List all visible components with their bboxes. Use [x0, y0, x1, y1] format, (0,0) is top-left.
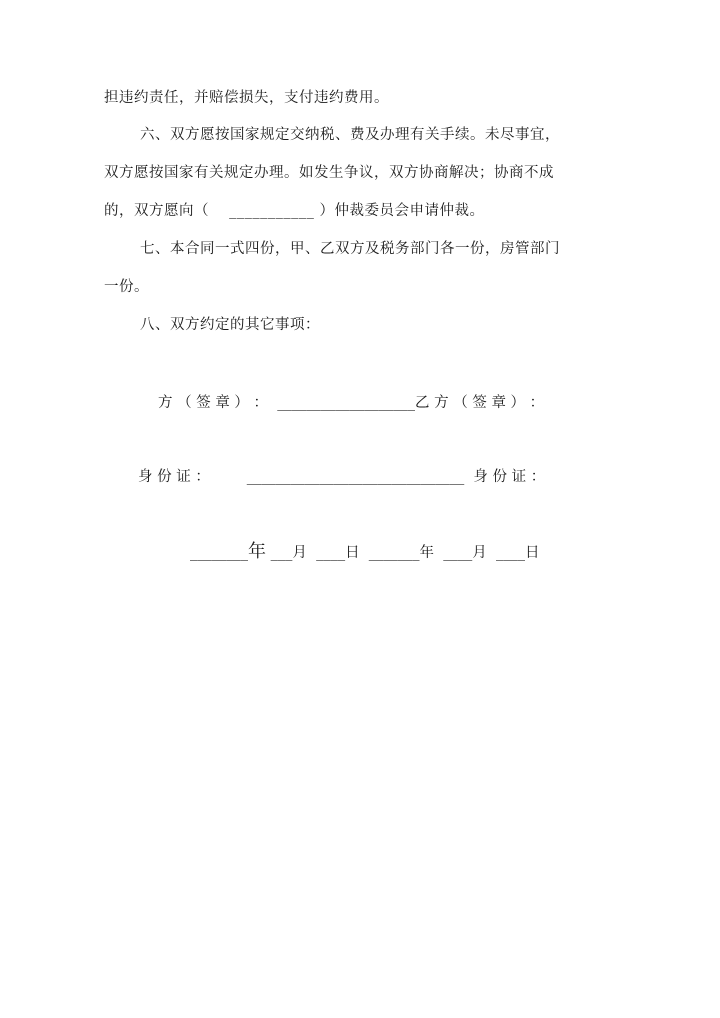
- paragraph-line-6: 一份。: [104, 279, 149, 295]
- paragraph-line-4: 的，双方愿向（ ___________ ）仲裁委员会申请仲裁。: [104, 203, 485, 219]
- paragraph-line-5: 七、本合同一式四份，甲、乙双方及税务部门各一份，房管部门: [140, 241, 560, 257]
- date-rest: ___月 ____日 _______年 ____月 ____日: [266, 545, 540, 561]
- signature-line: 方 （ 签 章 ） ： ___________________乙 方 （ 签 章 ） ：: [158, 395, 545, 411]
- paragraph-line-7: 八、双方约定的其它事项：: [140, 317, 320, 333]
- paragraph-line-3: 双方愿按国家有关规定办理。如发生争议，双方协商解决；协商不成: [104, 165, 554, 181]
- id-card-line: 身 份 证 ： ______________________________ 身 份 证 ：: [138, 469, 546, 485]
- year-blank-a: ________: [190, 545, 248, 561]
- paragraph-line-2: 六、双方愿按国家规定交纳税、费及办理有关手续。未尽事宜，: [140, 127, 560, 143]
- year-label-a: 年: [248, 541, 266, 562]
- paragraph-line-1: 担违约责任，并赔偿损失，支付违约费用。: [104, 90, 389, 106]
- date-line: [190, 541, 539, 564]
